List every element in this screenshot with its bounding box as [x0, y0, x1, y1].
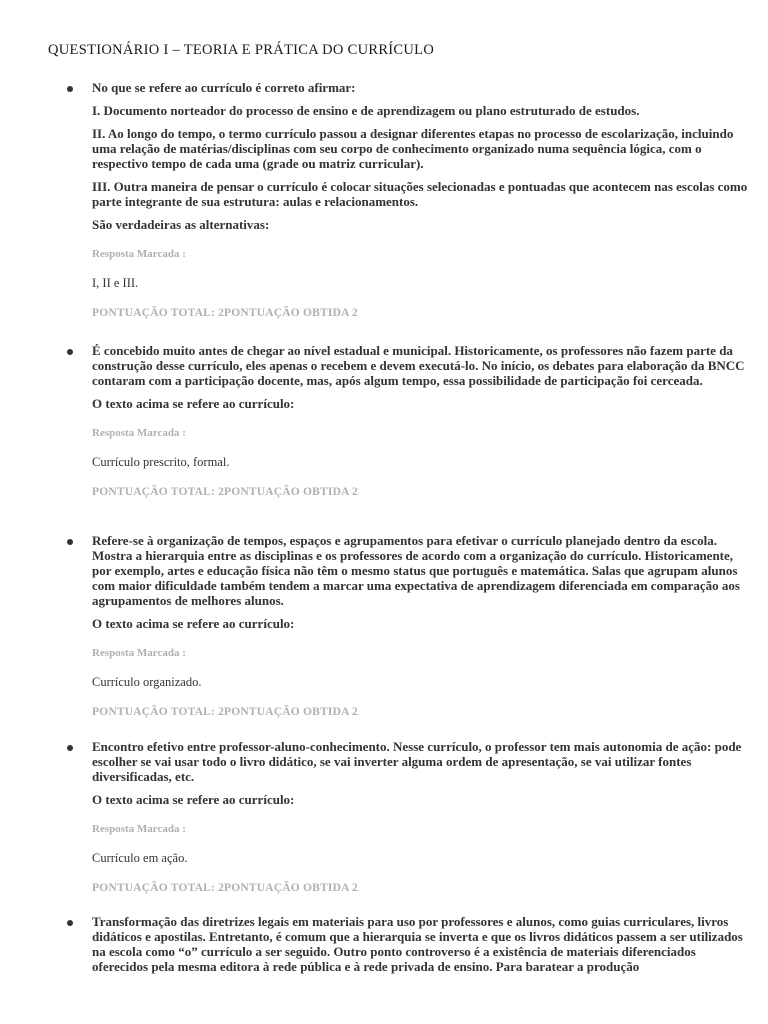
- score-text: PONTUAÇÃO TOTAL: 2PONTUAÇÃO OBTIDA 2: [92, 882, 358, 894]
- question-prompt: O texto acima se refere ao currículo:: [92, 396, 295, 411]
- score-text: PONTUAÇÃO TOTAL: 2PONTUAÇÃO OBTIDA 2: [92, 307, 358, 319]
- question-item: [92, 80, 750, 319]
- score-text: PONTUAÇÃO TOTAL: 2PONTUAÇÃO OBTIDA 2: [92, 706, 358, 718]
- selected-answer: Currículo em ação.: [92, 851, 188, 865]
- bullet-icon: [67, 920, 73, 926]
- question-item: [92, 739, 750, 894]
- question-item: [92, 533, 750, 718]
- response-label: Resposta Marcada :: [92, 427, 186, 439]
- score-text: PONTUAÇÃO TOTAL: 2PONTUAÇÃO OBTIDA 2: [92, 486, 358, 498]
- question-text: Refere-se à organização de tempos, espaços e agrupamentos para efetivar o currículo planejado dentro da escola. Mostra a hierarquia entre as disciplinas e os professores de acordo com a organização do currículo. Historicamente, por exemplo, artes e educação física não têm o mesmo status que português e matemática. Salas que agrupam alunos com maior dificuldade também tendem a marcar uma expectativa de aprendizagem diferenciada em comparação aos agrupamentos de melhores alunos.: [92, 533, 740, 608]
- selected-answer: Currículo prescrito, formal.: [92, 455, 230, 469]
- question-prompt: O texto acima se refere ao currículo:: [92, 616, 295, 631]
- bullet-icon: [67, 539, 73, 545]
- question-text: No que se refere ao currículo é correto afirmar:: [92, 80, 356, 95]
- question-text: III. Outra maneira de pensar o currículo é colocar situações selecionadas e pontuadas que acontecem nas escolas como parte integrante de sua estrutura: aulas e relacionamentos.: [92, 179, 748, 209]
- response-label: Resposta Marcada :: [92, 823, 186, 835]
- question-text: É concebido muito antes de chegar ao nível estadual e municipal. Historicamente, os professores não fazem parte da construção desse currículo, eles apenas o recebem e devem executá-lo. No início, os debates para elaboração da BNCC contaram com a participação docente, mas, após algum tempo, essa possibilidade de participação foi cerceada.: [92, 343, 745, 388]
- question-text: II. Ao longo do tempo, o termo currículo passou a designar diferentes etapas no processo de escolarização, incluindo uma relação de matérias/disciplinas com seu corpo de conhecimento organizado numa sequência lógica, com o respectivo tempo de cada uma (grade ou matriz curricular).: [92, 126, 734, 171]
- bullet-icon: [67, 745, 73, 751]
- question-item: [92, 343, 750, 498]
- response-label: Resposta Marcada :: [92, 248, 186, 260]
- question-prompt: São verdadeiras as alternativas:: [92, 217, 270, 232]
- question-prompt: O texto acima se refere ao currículo:: [92, 792, 295, 807]
- response-label: Resposta Marcada :: [92, 647, 186, 659]
- question-item: [92, 914, 750, 982]
- selected-answer: I, II e III.: [92, 276, 139, 290]
- bullet-icon: [67, 349, 73, 355]
- page-title: QUESTIONÁRIO I – TEORIA E PRÁTICA DO CURRÍCULO: [48, 42, 435, 58]
- selected-answer: Currículo organizado.: [92, 675, 202, 689]
- question-text: Encontro efetivo entre professor-aluno-conhecimento. Nesse currículo, o professor tem mais autonomia de ação: pode escolher se vai usar todo o livro didático, se vai inverter alguma ordem de apresentação, se vai utilizar fontes diversificadas, etc.: [92, 739, 742, 784]
- question-text: I. Documento norteador do processo de ensino e de aprendizagem ou plano estruturado de estudos.: [92, 103, 640, 118]
- bullet-icon: [67, 86, 73, 92]
- question-text: Transformação das diretrizes legais em materiais para uso por professores e alunos, como guias curriculares, livros didáticos e apostilas. Entretanto, é comum que a hierarquia se inverta e que os livros didáticos passem a ser utilizados na escola como “o” currículo a ser seguido. Outro ponto controverso é a existência de materiais diferenciados oferecidos pela mesma editora à rede pública e à rede privada de ensino. Para baratear a produção: [92, 914, 743, 974]
